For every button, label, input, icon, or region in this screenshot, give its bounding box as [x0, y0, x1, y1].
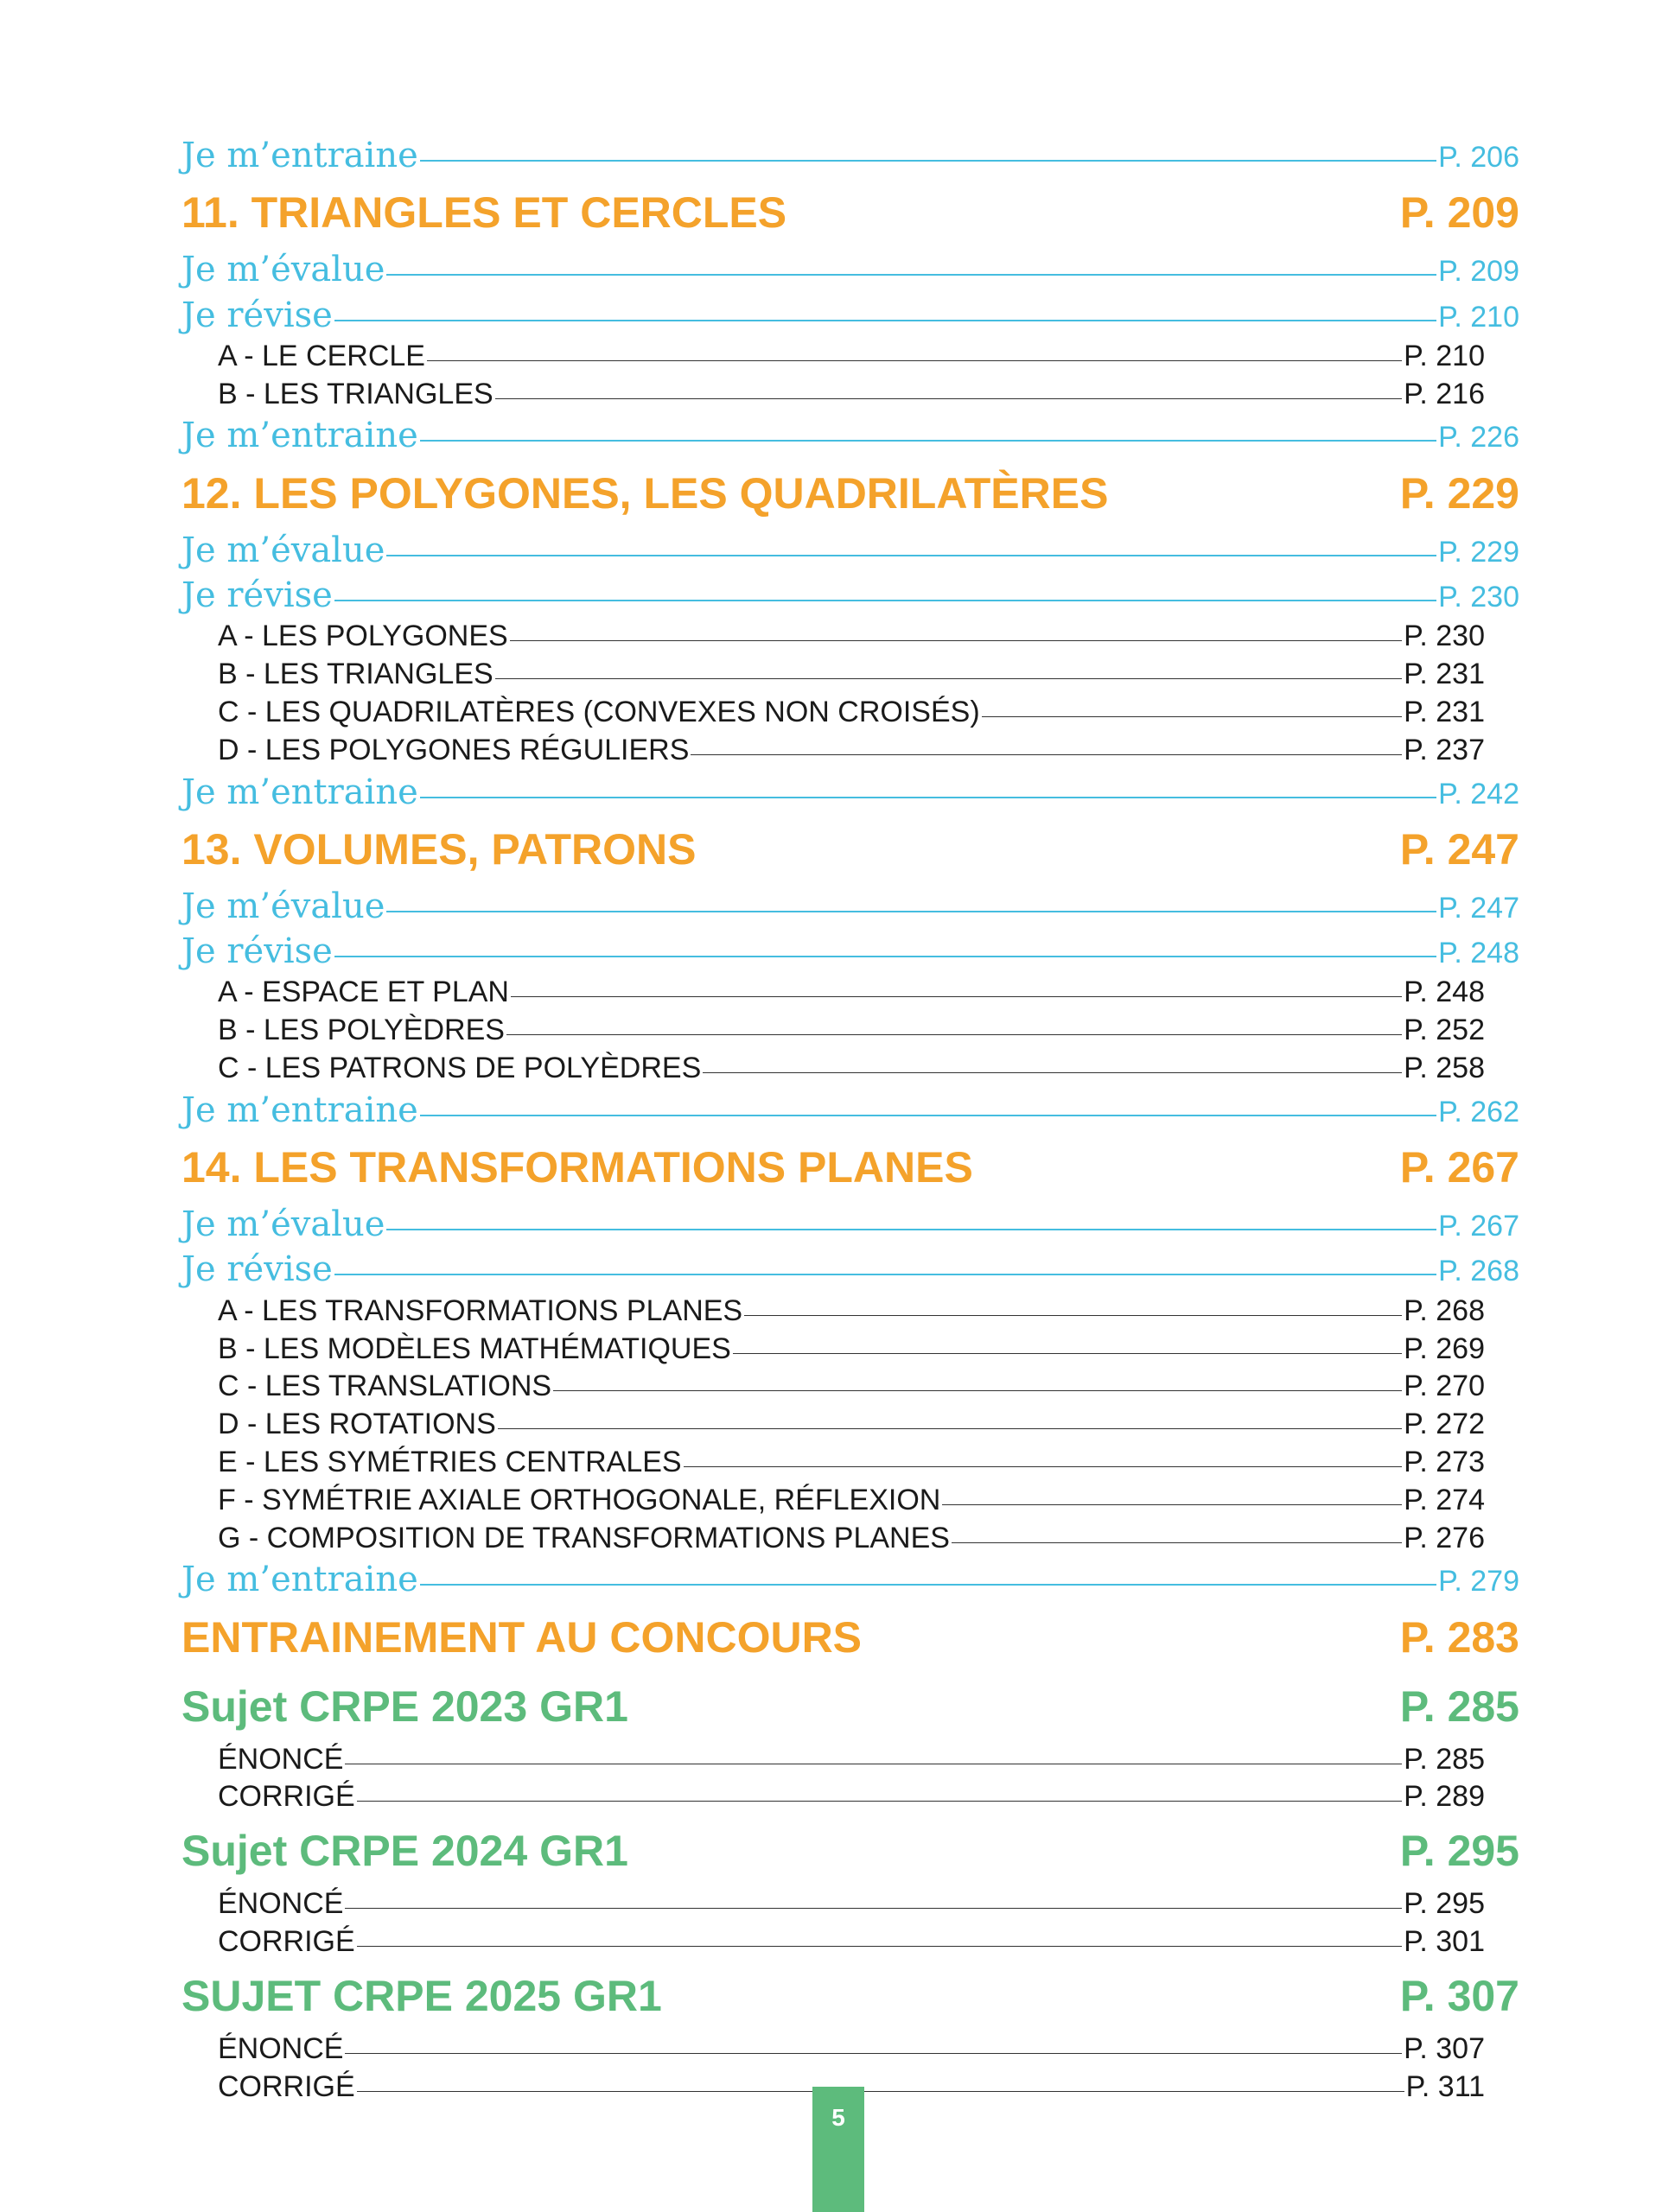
leader-line	[495, 678, 1402, 679]
toc-chapter-label: 12. LES POLYGONES, LES QUADRILATÈRES	[181, 468, 1109, 518]
toc-item-label: ÉNONCÉ	[218, 1887, 344, 1921]
toc-chapter-page: P. 247	[1399, 824, 1519, 874]
toc-subsection-page: P. 210	[1438, 300, 1519, 334]
toc-subsection-page: P. 267	[1438, 1210, 1519, 1243]
toc-item-page: P. 237	[1404, 733, 1485, 766]
toc-item-page: P. 231	[1404, 695, 1485, 728]
toc-item-label: A - ESPACE ET PLAN	[218, 976, 509, 1009]
toc-item-row[interactable]	[181, 1482, 1519, 1520]
toc-subsection-row[interactable]	[181, 1202, 1519, 1247]
toc-chapter-label: 14. LES TRANSFORMATIONS PLANES	[181, 1143, 973, 1192]
toc-item-label: C - LES PATRONS DE POLYÈDRES	[218, 1052, 702, 1085]
toc-subsection-label: Je m’entraine	[181, 1560, 418, 1600]
toc-item-page: P. 230	[1404, 620, 1485, 653]
toc-chapter-row[interactable]	[181, 815, 1519, 884]
leader-line	[942, 1504, 1402, 1505]
leader-line	[982, 716, 1402, 717]
toc-exam-heading-page: P. 285	[1399, 1681, 1519, 1731]
toc-item-row[interactable]	[181, 1331, 1519, 1369]
leader-line	[952, 1542, 1402, 1543]
toc-item-page: P. 295	[1404, 1887, 1485, 1921]
toc-subsection-page: P. 248	[1438, 937, 1519, 970]
toc-exam-heading-label: SUJET CRPE 2025 GR1	[181, 1971, 662, 2020]
toc-item-page: P. 272	[1404, 1408, 1485, 1441]
toc-item-row[interactable]	[181, 338, 1519, 376]
toc-item-row[interactable]	[181, 1406, 1519, 1444]
toc-item-page: P. 276	[1404, 1521, 1485, 1554]
leader-line	[420, 160, 1436, 162]
toc-item-row[interactable]	[181, 1293, 1519, 1331]
leader-line	[334, 1274, 1436, 1275]
page-number: 5	[831, 2104, 845, 2131]
toc-item-label: E - LES SYMÉTRIES CENTRALES	[218, 1445, 682, 1478]
leader-line	[357, 1801, 1402, 1802]
leader-line	[386, 911, 1436, 912]
toc-item-label: A - LES TRANSFORMATIONS PLANES	[218, 1294, 743, 1327]
toc-subsection-page: P. 279	[1438, 1565, 1519, 1599]
toc-item-page: P. 311	[1405, 2069, 1485, 2103]
leader-line	[703, 1072, 1402, 1073]
toc-subsection-label: Je révise	[181, 295, 333, 335]
toc-item-label: A - LES POLYGONES	[218, 620, 508, 653]
toc-chapter-row[interactable]	[181, 459, 1519, 528]
toc-item-label: B - LES MODÈLES MATHÉMATIQUES	[218, 1332, 731, 1365]
toc-subsection-row[interactable]	[181, 1247, 1519, 1292]
toc-subsection-row[interactable]	[181, 929, 1519, 974]
toc-item-label: CORRIGÉ	[218, 2069, 355, 2103]
toc-item-row[interactable]	[181, 694, 1519, 732]
toc-subsection-page: P. 262	[1438, 1095, 1519, 1128]
leader-line	[386, 555, 1436, 556]
toc-chapter-page: P. 229	[1399, 468, 1519, 518]
toc-chapter-label: ENTRAINEMENT AU CONCOURS	[181, 1612, 863, 1662]
toc-chapter-page: P. 267	[1399, 1143, 1519, 1192]
toc-item-page: P. 289	[1404, 1780, 1485, 1814]
toc-exam-heading-row[interactable]	[181, 1672, 1519, 1741]
leader-line	[386, 274, 1436, 276]
toc-item-label: D - LES ROTATIONS	[218, 1408, 496, 1441]
toc-item-page: P. 210	[1404, 339, 1485, 372]
toc-item-page: P. 307	[1404, 2031, 1485, 2065]
leader-line	[733, 1353, 1402, 1354]
leader-line	[498, 1428, 1402, 1429]
toc-item-label: B - LES POLYÈDRES	[218, 1014, 505, 1047]
leader-line	[420, 1584, 1436, 1586]
toc-subsection-row[interactable]	[181, 293, 1519, 338]
toc-item-row[interactable]	[181, 656, 1519, 694]
toc-item-page: P. 252	[1404, 1014, 1485, 1047]
leader-line	[691, 754, 1402, 755]
toc-subsection-page: P. 209	[1438, 255, 1519, 289]
leader-line	[511, 996, 1402, 997]
leader-line	[334, 600, 1436, 601]
leader-line	[510, 640, 1402, 641]
toc-item-row[interactable]	[181, 1923, 1519, 1961]
leader-line	[495, 398, 1402, 399]
toc-item-page: P. 248	[1404, 976, 1485, 1009]
leader-line	[420, 797, 1436, 798]
leader-line	[334, 320, 1436, 321]
toc-item-label: F - SYMÉTRIE AXIALE ORTHOGONALE, RÉFLEXION	[218, 1483, 941, 1516]
toc-item-row[interactable]	[181, 732, 1519, 770]
toc-item-page: P. 301	[1404, 1925, 1485, 1958]
page-number-badge	[812, 2087, 864, 2212]
toc-item-label: B - LES TRIANGLES	[218, 658, 494, 691]
toc-subsection-row[interactable]	[181, 247, 1519, 292]
toc-subsection-label: Je m’évalue	[181, 1205, 385, 1245]
toc-item-page: P. 273	[1404, 1445, 1485, 1478]
toc-item-row[interactable]	[181, 1050, 1519, 1088]
toc-chapter-row[interactable]	[181, 178, 1519, 247]
toc-subsection-label: Je m’évalue	[181, 886, 385, 926]
leader-line	[386, 1229, 1436, 1230]
toc-item-label: C - LES TRANSLATIONS	[218, 1370, 552, 1403]
toc-subsection-page: P. 229	[1438, 535, 1519, 569]
toc-exam-heading-row[interactable]	[181, 1816, 1519, 1885]
leader-line	[334, 956, 1436, 957]
toc-item-label: D - LES POLYGONES RÉGULIERS	[218, 733, 690, 766]
toc-item-label: ÉNONCÉ	[218, 1742, 344, 1776]
leader-line	[357, 2091, 1404, 2092]
toc-subsection-row[interactable]	[181, 413, 1519, 458]
leader-line	[345, 2053, 1402, 2054]
toc-exam-heading-label: Sujet CRPE 2024 GR1	[181, 1827, 628, 1876]
toc-item-row[interactable]	[181, 1012, 1519, 1050]
toc-subsection-label: Je m’entraine	[181, 416, 418, 456]
toc-chapter-label: 11. TRIANGLES ET CERCLES	[181, 188, 787, 238]
leader-line	[345, 1908, 1402, 1909]
toc-exam-heading-page: P. 307	[1399, 1971, 1519, 2020]
toc-subsection-label: Je m’entraine	[181, 136, 418, 175]
toc-exam-heading-page: P. 295	[1399, 1827, 1519, 1876]
toc-subsection-row[interactable]	[181, 884, 1519, 929]
toc-item-row[interactable]	[181, 1741, 1519, 1779]
toc-subsection-label: Je m’évalue	[181, 250, 385, 290]
leader-line	[744, 1315, 1402, 1316]
toc-item-label: CORRIGÉ	[218, 1780, 355, 1814]
toc-item-label: CORRIGÉ	[218, 1925, 355, 1958]
toc-item-page: P. 231	[1404, 658, 1485, 691]
toc-subsection-page: P. 247	[1438, 891, 1519, 925]
toc-subsection-page: P. 242	[1438, 777, 1519, 810]
toc-subsection-label: Je révise	[181, 575, 333, 616]
toc-subsection-page: P. 226	[1438, 421, 1519, 454]
toc-item-label: C - LES QUADRILATÈRES (CONVEXES NON CROISÉS)	[218, 695, 980, 728]
toc-subsection-label: Je m’évalue	[181, 530, 385, 570]
toc-subsection-label: Je m’entraine	[181, 772, 418, 812]
toc-item-row[interactable]	[181, 376, 1519, 414]
toc-subsection-page: P. 230	[1438, 581, 1519, 614]
leader-line	[357, 1946, 1402, 1947]
toc-chapter-row[interactable]	[181, 1603, 1519, 1672]
toc-chapter-row[interactable]	[181, 1133, 1519, 1202]
toc-item-row[interactable]	[181, 1444, 1519, 1482]
toc-chapter-page: P. 283	[1399, 1612, 1519, 1662]
toc-item-page: P. 258	[1404, 1052, 1485, 1085]
toc-subsection-row[interactable]	[181, 1088, 1519, 1133]
leader-line	[684, 1466, 1402, 1467]
table-of-contents	[181, 133, 1519, 2106]
leader-line	[420, 1115, 1436, 1116]
toc-chapter-page: P. 209	[1399, 188, 1519, 238]
toc-item-page: P. 270	[1404, 1370, 1485, 1403]
leader-line	[427, 360, 1402, 361]
toc-item-row[interactable]	[181, 1885, 1519, 1923]
toc-subsection-row[interactable]	[181, 573, 1519, 618]
leader-line	[506, 1034, 1402, 1035]
toc-item-page: P. 285	[1404, 1742, 1485, 1776]
toc-exam-heading-row[interactable]	[181, 1961, 1519, 2031]
toc-item-row[interactable]	[181, 2031, 1519, 2069]
toc-item-page: P. 216	[1404, 377, 1485, 410]
toc-subsection-label: Je m’entraine	[181, 1090, 418, 1130]
toc-subsection-row[interactable]	[181, 770, 1519, 815]
toc-item-page: P. 269	[1404, 1332, 1485, 1365]
leader-line	[553, 1390, 1402, 1391]
toc-subsection-row[interactable]	[181, 528, 1519, 573]
toc-subsection-label: Je révise	[181, 931, 333, 972]
toc-item-row[interactable]	[181, 1368, 1519, 1406]
toc-item-row[interactable]	[181, 1520, 1519, 1558]
toc-item-row[interactable]	[181, 974, 1519, 1012]
toc-item-row[interactable]	[181, 1778, 1519, 1816]
toc-exam-heading-label: Sujet CRPE 2023 GR1	[181, 1681, 628, 1731]
toc-subsection-label: Je révise	[181, 1249, 333, 1290]
toc-subsection-row[interactable]	[181, 1557, 1519, 1602]
toc-item-page: P. 268	[1404, 1294, 1485, 1327]
toc-item-row[interactable]	[181, 618, 1519, 656]
toc-item-label: ÉNONCÉ	[218, 2031, 344, 2065]
toc-subsection-page: P. 206	[1438, 141, 1519, 174]
toc-subsection-row[interactable]	[181, 133, 1519, 178]
toc-item-page: P. 274	[1404, 1483, 1485, 1516]
toc-item-label: B - LES TRIANGLES	[218, 377, 494, 410]
toc-item-label: A - LE CERCLE	[218, 339, 425, 372]
toc-chapter-label: 13. VOLUMES, PATRONS	[181, 824, 697, 874]
toc-subsection-page: P. 268	[1438, 1255, 1519, 1288]
toc-item-label: G - COMPOSITION DE TRANSFORMATIONS PLANES	[218, 1521, 950, 1554]
leader-line	[420, 440, 1436, 442]
